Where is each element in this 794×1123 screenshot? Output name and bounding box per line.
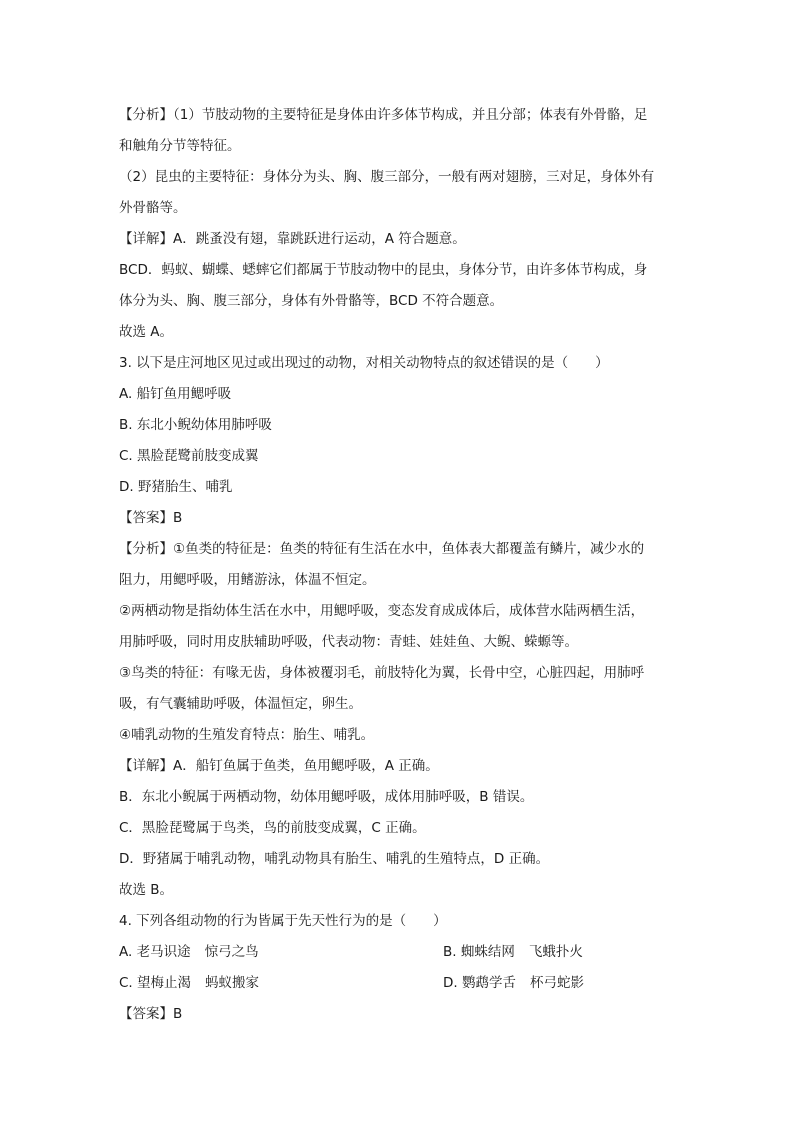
q3-option-d: D. 野猪胎生、哺乳 — [119, 479, 233, 495]
q3-analysis-4: 用肺呼吸，同时用皮肤辅助呼吸，代表动物：青蛙、娃娃鱼、大鲵、蝾螈等。 — [119, 634, 578, 650]
choose-line-q2: 故选 A。 — [119, 324, 174, 340]
detail-line-3: 体分为头、胸、腹三部分，身体有外骨骼等，BCD 不符合题意。 — [119, 293, 504, 309]
q3-detail-c: C．黑脸琵鹭属于鸟类，鸟的前肢变成翼，C 正确。 — [119, 820, 426, 836]
q4-answer: 【答案】B — [119, 1006, 183, 1022]
q3-analysis-6: 吸，有气囊辅助呼吸，体温恒定，卵生。 — [119, 696, 362, 712]
q3-analysis-1: 【分析】①鱼类的特征是：鱼类的特征有生活在水中，鱼体表大都覆盖有鳞片，减少水的 — [119, 541, 645, 557]
q3-choose: 故选 B。 — [119, 882, 174, 898]
q3-detail-d: D．野猪属于哺乳动物，哺乳动物具有胎生、哺乳的生殖特点，D 正确。 — [119, 851, 550, 867]
analysis-line-3: （2）昆虫的主要特征：身体分为头、胸、腹三部分，一般有两对翅膀，三对足，身体外有 — [119, 169, 655, 185]
q3-answer: 【答案】B — [119, 510, 183, 526]
detail-line-1: 【详解】A．跳蚤没有翅，靠跳跃进行运动，A 符合题意。 — [119, 231, 466, 247]
detail-line-2: BCD．蚂蚁、蝴蝶、蟋蟀它们都属于节肢动物中的昆虫，身体分节，由许多体节构成，身 — [119, 262, 648, 278]
q3-analysis-5: ③鸟类的特征：有喙无齿，身体被覆羽毛，前肢特化为翼，长骨中空，心脏四起，用肺呼 — [119, 665, 645, 681]
q3-analysis-7: ④哺乳动物的生殖发育特点：胎生、哺乳。 — [119, 727, 375, 743]
q3-option-b: B. 东北小鲵幼体用肺呼吸 — [119, 417, 272, 433]
question-4: 4. 下列各组动物的行为皆属于先天性行为的是（ ） — [119, 913, 447, 929]
q3-detail-b: B．东北小鲵属于两栖动物，幼体用鳃呼吸，成体用肺呼吸，B 错误。 — [119, 789, 534, 805]
question-3: 3. 以下是庄河地区见过或出现过的动物，对相关动物特点的叙述错误的是（ ） — [119, 355, 609, 371]
q3-option-a: A. 船钉鱼用鳃呼吸 — [119, 386, 232, 402]
q3-option-c: C. 黑脸琵鹭前肢变成翼 — [119, 448, 259, 464]
q4-option-a: A. 老马识途 惊弓之鸟 — [119, 944, 259, 960]
q4-option-c: C. 望梅止渴 蚂蚁搬家 — [119, 975, 260, 991]
analysis-line-4: 外骨骼等。 — [119, 200, 187, 216]
page-content — [119, 100, 679, 1030]
analysis-line-2: 和触角分节等特征。 — [119, 138, 241, 154]
q4-option-b: B. 蜘蛛结网 飞蛾扑火 — [443, 944, 583, 960]
q4-options-row-2 — [119, 968, 679, 999]
q4-options-row-1 — [119, 937, 679, 968]
analysis-line-1: 【分析】（1）节肢动物的主要特征是身体由许多体节构成，并且分部；体表有外骨骼，足 — [119, 107, 648, 123]
q3-detail-a: 【详解】A．船钉鱼属于鱼类，鱼用鳃呼吸，A 正确。 — [119, 758, 439, 774]
q3-analysis-3: ②两栖动物是指幼体生活在水中，用鳃呼吸，变态发育成成体后，成体营水陆两栖生活， — [119, 603, 645, 619]
q3-analysis-2: 阻力，用鳃呼吸，用鳍游泳，体温不恒定。 — [119, 572, 376, 588]
q4-option-d: D. 鹦鹉学舌 杯弓蛇影 — [443, 975, 584, 991]
